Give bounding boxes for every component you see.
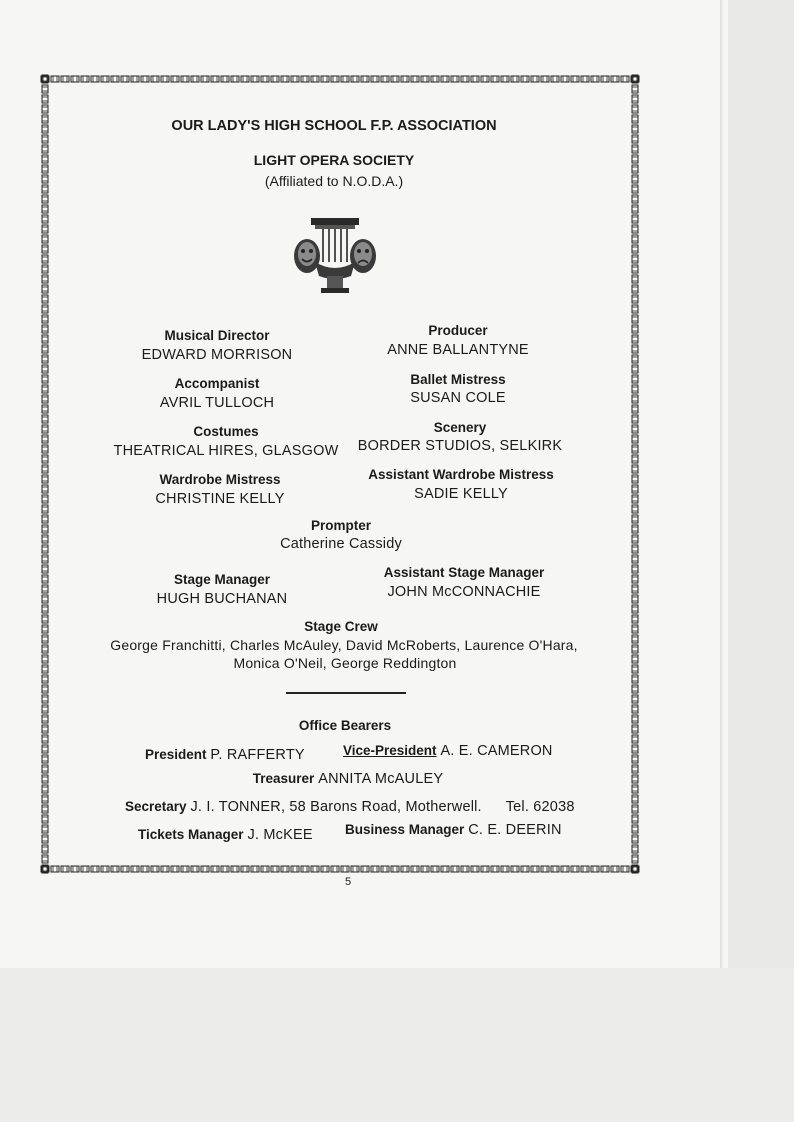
scenery-name: BORDER STUDIOS, SELKIRK [357, 438, 563, 454]
stage-crew-role: Stage Crew [304, 619, 378, 634]
treasurer-label: Treasurer [252, 771, 315, 786]
prompter-name: Catherine Cassidy [280, 536, 402, 552]
association-title: OUR LADY'S HIGH SCHOOL F.P. ASSOCIATION [171, 118, 497, 134]
producer-role: Producer [428, 323, 488, 338]
secretary-label: Secretary [125, 799, 187, 814]
stage-crew-names-line2: Monica O'Neil, George Reddington [233, 655, 457, 671]
assistant-stage-manager-role: Assistant Stage Manager [383, 565, 545, 580]
business-manager-name: C. E. DEERIN [468, 822, 562, 838]
business-manager-label: Business Manager [345, 822, 465, 837]
stage-manager-name: HUGH BUCHANAN [156, 591, 288, 607]
vice-president-line [343, 742, 553, 759]
assistant-wardrobe-mistress-name: SADIE KELLY [414, 486, 508, 502]
section-divider [286, 692, 406, 694]
accompanist-role: Accompanist [174, 376, 260, 391]
vice-president-label: Vice-President [343, 743, 437, 758]
musical-director-name: EDWARD MORRISON [141, 347, 293, 363]
president-line [145, 746, 305, 763]
treasurer-name: ANNITA McAULEY [318, 771, 444, 787]
wardrobe-mistress-name: CHRISTINE KELLY [155, 491, 285, 507]
stage-manager-role: Stage Manager [173, 572, 271, 587]
business-manager-line [345, 821, 562, 838]
assistant-wardrobe-mistress-role: Assistant Wardrobe Mistress [368, 467, 554, 482]
stage-crew-names-line1: George Franchitti, Charles McAuley, David McRoberts, Laurence O'Hara, [110, 637, 578, 653]
tickets-manager-line [138, 826, 313, 843]
ballet-mistress-role: Ballet Mistress [410, 372, 506, 387]
secretary-line [125, 798, 575, 815]
scenery-role: Scenery [433, 420, 487, 435]
vice-president-name: A. E. CAMERON [440, 743, 553, 759]
page-number: 5 [345, 876, 352, 888]
president-label: President [145, 747, 207, 762]
theatre-masks-lyre-emblem-icon [293, 216, 377, 294]
accompanist-name: AVRIL TULLOCH [159, 395, 275, 411]
musical-director-role: Musical Director [164, 328, 270, 343]
wardrobe-mistress-role: Wardrobe Mistress [159, 472, 281, 487]
producer-name: ANNE BALLANTYNE [387, 342, 529, 358]
treasurer-line [253, 770, 443, 787]
prompter-role: Prompter [310, 518, 372, 533]
assistant-stage-manager-name: JOHN McCONNACHIE [387, 584, 541, 600]
tickets-manager-label: Tickets Manager [138, 827, 244, 842]
society-title: LIGHT OPERA SOCIETY [253, 152, 415, 168]
secretary-name: J. I. TONNER, 58 Barons Road, Motherwell. [190, 799, 482, 815]
ballet-mistress-name: SUSAN COLE [410, 390, 506, 406]
costumes-name: THEATRICAL HIRES, GLASGOW [113, 443, 339, 459]
secretary-telephone: Tel. 62038 [505, 799, 575, 815]
costumes-role: Costumes [193, 424, 259, 439]
tickets-manager-name: J. McKEE [247, 827, 313, 843]
office-bearers-heading: Office Bearers [298, 718, 392, 733]
affiliation-note: (Affiliated to N.O.D.A.) [264, 173, 404, 189]
president-name: P. RAFFERTY [210, 747, 305, 763]
